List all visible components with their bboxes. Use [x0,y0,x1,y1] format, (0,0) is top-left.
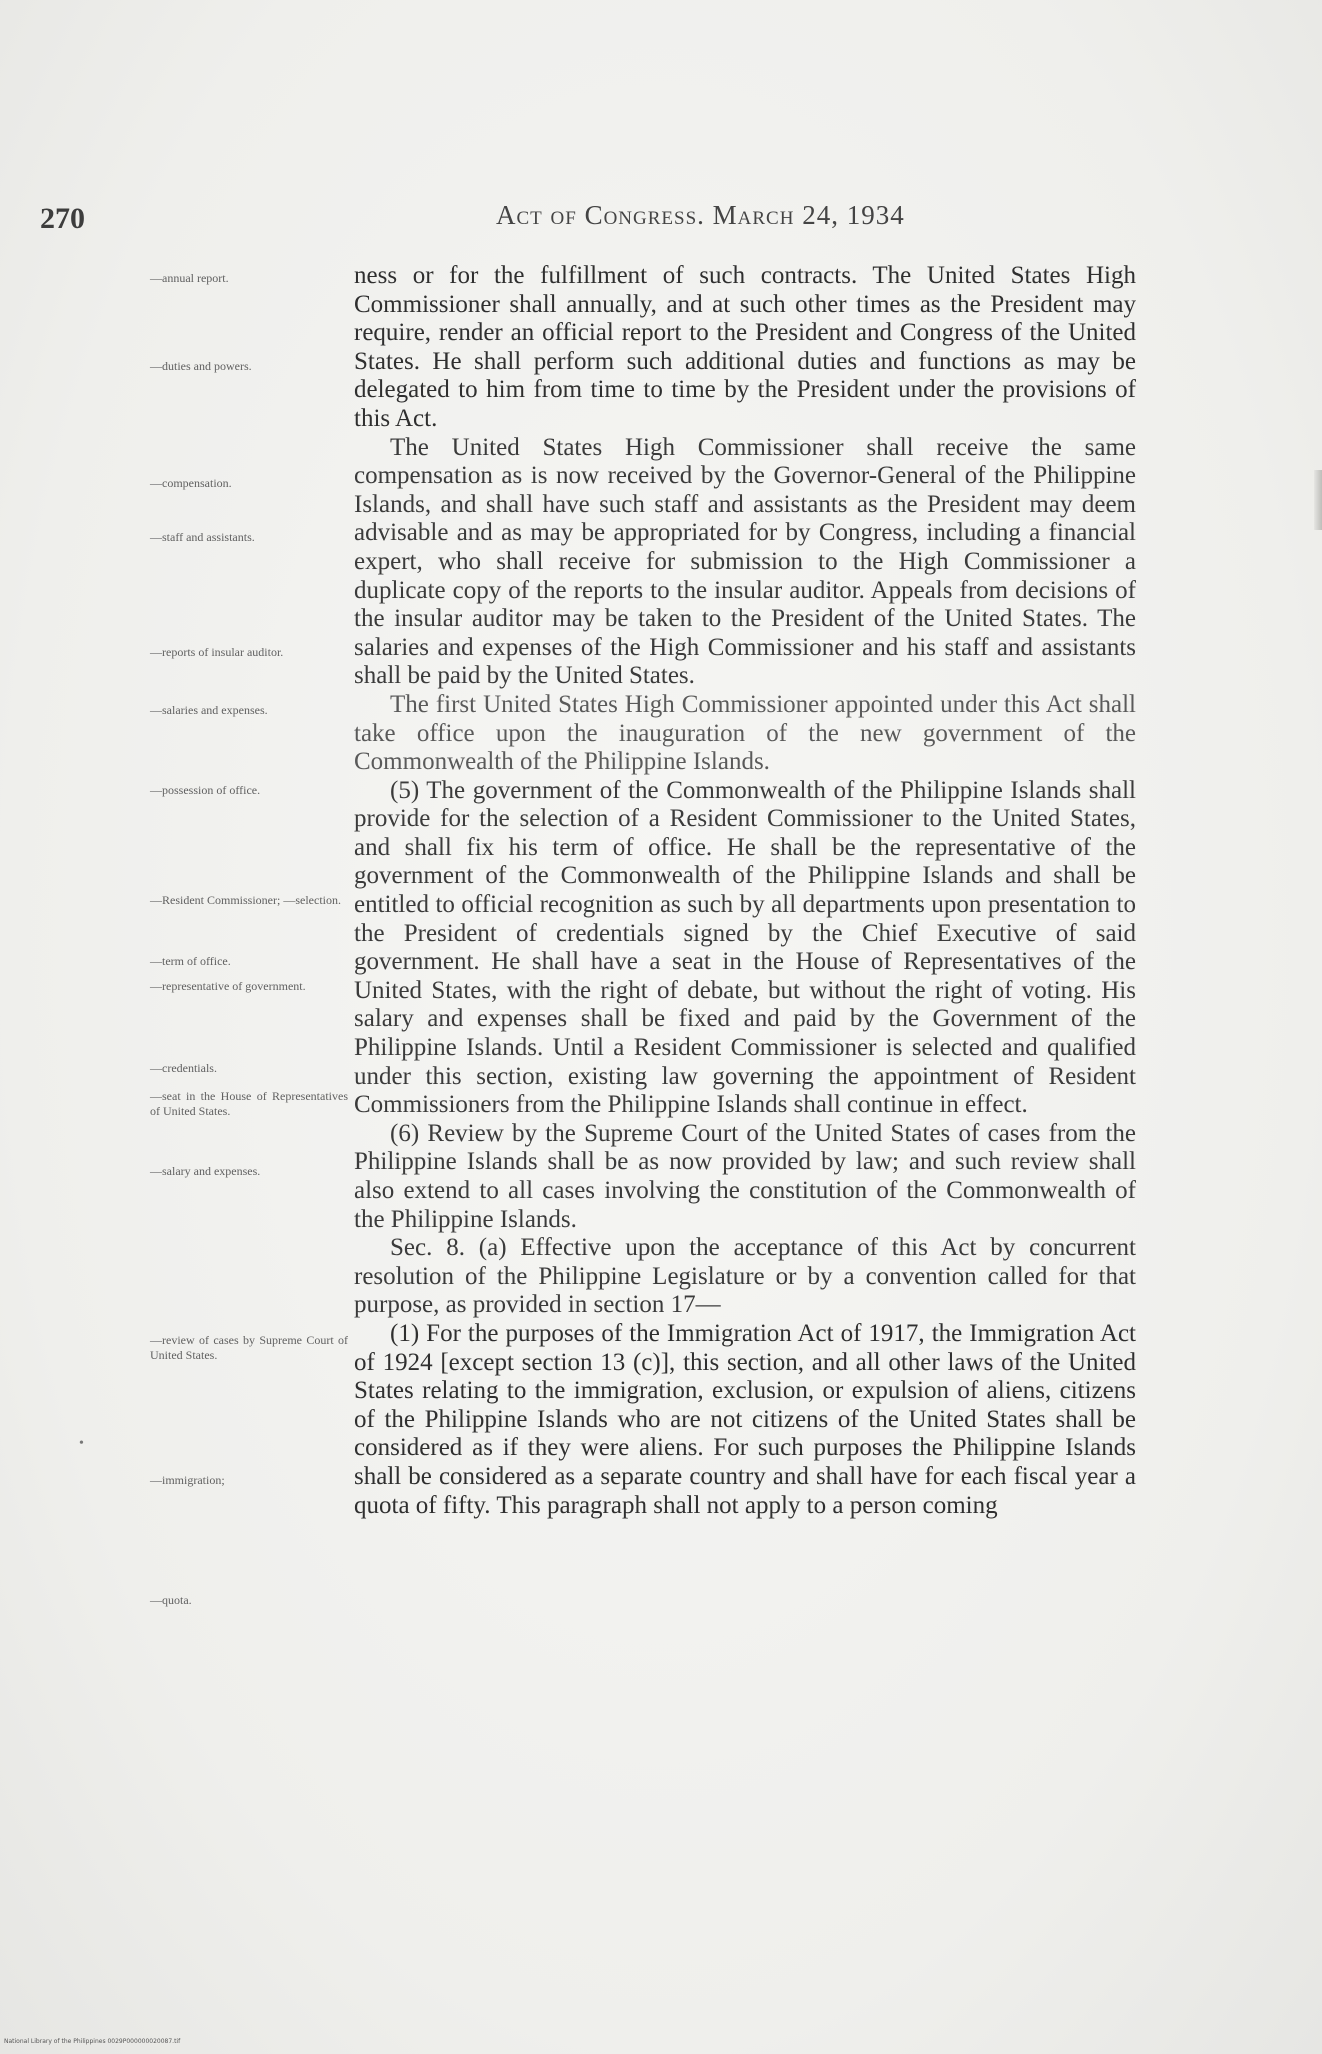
margin-dot: • [79,1436,84,1451]
margin-note: —salary and expenses. [150,1164,261,1178]
paragraph: The United States High Commissioner shall receive the same compensation as is now received by the Governor-General of the Philippine Islands, and shall have such staff and assistants as the President may deem advisable and as may be appropriated for by Congress, including a financial expert, who shall receive for submission to the High Commissioner a duplicate copy of the reports to the insular auditor. Appeals from decisions of the insular auditor may be taken to the President of the United States. The salaries and expenses of the High Commissioner and his staff and assistants shall be paid by the United States. [354,433,1136,690]
page-number: 270 [40,202,85,235]
margin-note: —seat in the House of Representatives of United States. [150,1089,348,1118]
margin-note: —term of office. [150,954,231,968]
running-head: Act of Congress. March 24, 1934 [496,200,905,230]
margin-note: —annual report. [150,271,229,285]
body-text [354,262,1136,1520]
margin-note: —representative of government. [150,979,306,993]
paragraph: (1) For the purposes of the Immigration Act of 1917, the Immigration Act of 1924 [except section 13 (c)], this section, and all other laws of the United States relating to the immigration, exclusion, or expulsion of aliens, citizens of the Philippine Islands who are not citizens of the United States shall be considered as if they were aliens. For such purposes the Philippine Islands shall be considered as a separate country and shall have for each fiscal year a quota of fifty. This paragraph shall not apply to a person coming [354,1319,1136,1519]
margin-note: —review of cases by Supreme Court of United States. [150,1333,348,1362]
paragraph: ness or for the fulfillment of such contracts. The United States High Commissioner shall annually, and at such other times as the President may require, render an official report to the President and Congress of the United States. He shall perform such additional duties and functions as may be delegated to him from time to time by the President under the provisions of this Act. [354,262,1136,432]
margin-note: —quota. [150,1593,192,1607]
margin-note: —immigration; [150,1473,225,1487]
margin-note: —duties and powers. [150,359,252,373]
page-edge-shadow [1314,470,1322,530]
margin-note: —credentials. [150,1061,217,1075]
margin-note: —salaries and expenses. [150,703,268,717]
margin-note: —staff and assistants. [150,530,255,544]
margin-note: —Resident Commissioner; —selection. [150,893,341,907]
margin-note: —reports of insular auditor. [150,645,284,659]
paragraph: (5) The government of the Commonwealth of the Philippine Islands shall provide for the selection of a Resident Commissioner to the United States, and shall fix his term of office. He shall be the representative of the government of the Commonwealth of the Philippine Islands and shall be entitled to official recognition as such by all departments upon presentation to the President of credentials signed by the Chief Executive of said government. He shall have a seat in the House of Representatives of the United States, with the right of debate, but without the right of voting. His salary and expenses shall be fixed and paid by the Government of the Philippine Islands. Until a Resident Commissioner is selected and qualified under this section, existing law governing the appointment of Resident Commissioners from the Philippine Islands shall continue in effect. [354,776,1136,1119]
paragraph: (6) Review by the Supreme Court of the United States of cases from the Philippine Islands shall be as now provided by law; and such review shall also extend to all cases involving the constitution of the Commonwealth of the Philippine Islands. [354,1119,1136,1233]
margin-note: —compensation. [150,476,232,490]
footer-caption: National Library of the Philippines 0029P000000020087.tif [4,2038,181,2045]
paragraph: Sec. 8. (a) Effective upon the acceptance of this Act by concurrent resolution of the Philippine Legislature or by a convention called for that purpose, as provided in section 17— [354,1234,1136,1319]
paragraph: The first United States High Commissioner appointed under this Act shall take office upon the inauguration of the new government of the Commonwealth of the Philippine Islands. [354,690,1136,776]
margin-note: —possession of office. [150,783,261,797]
page-header [40,196,1140,236]
